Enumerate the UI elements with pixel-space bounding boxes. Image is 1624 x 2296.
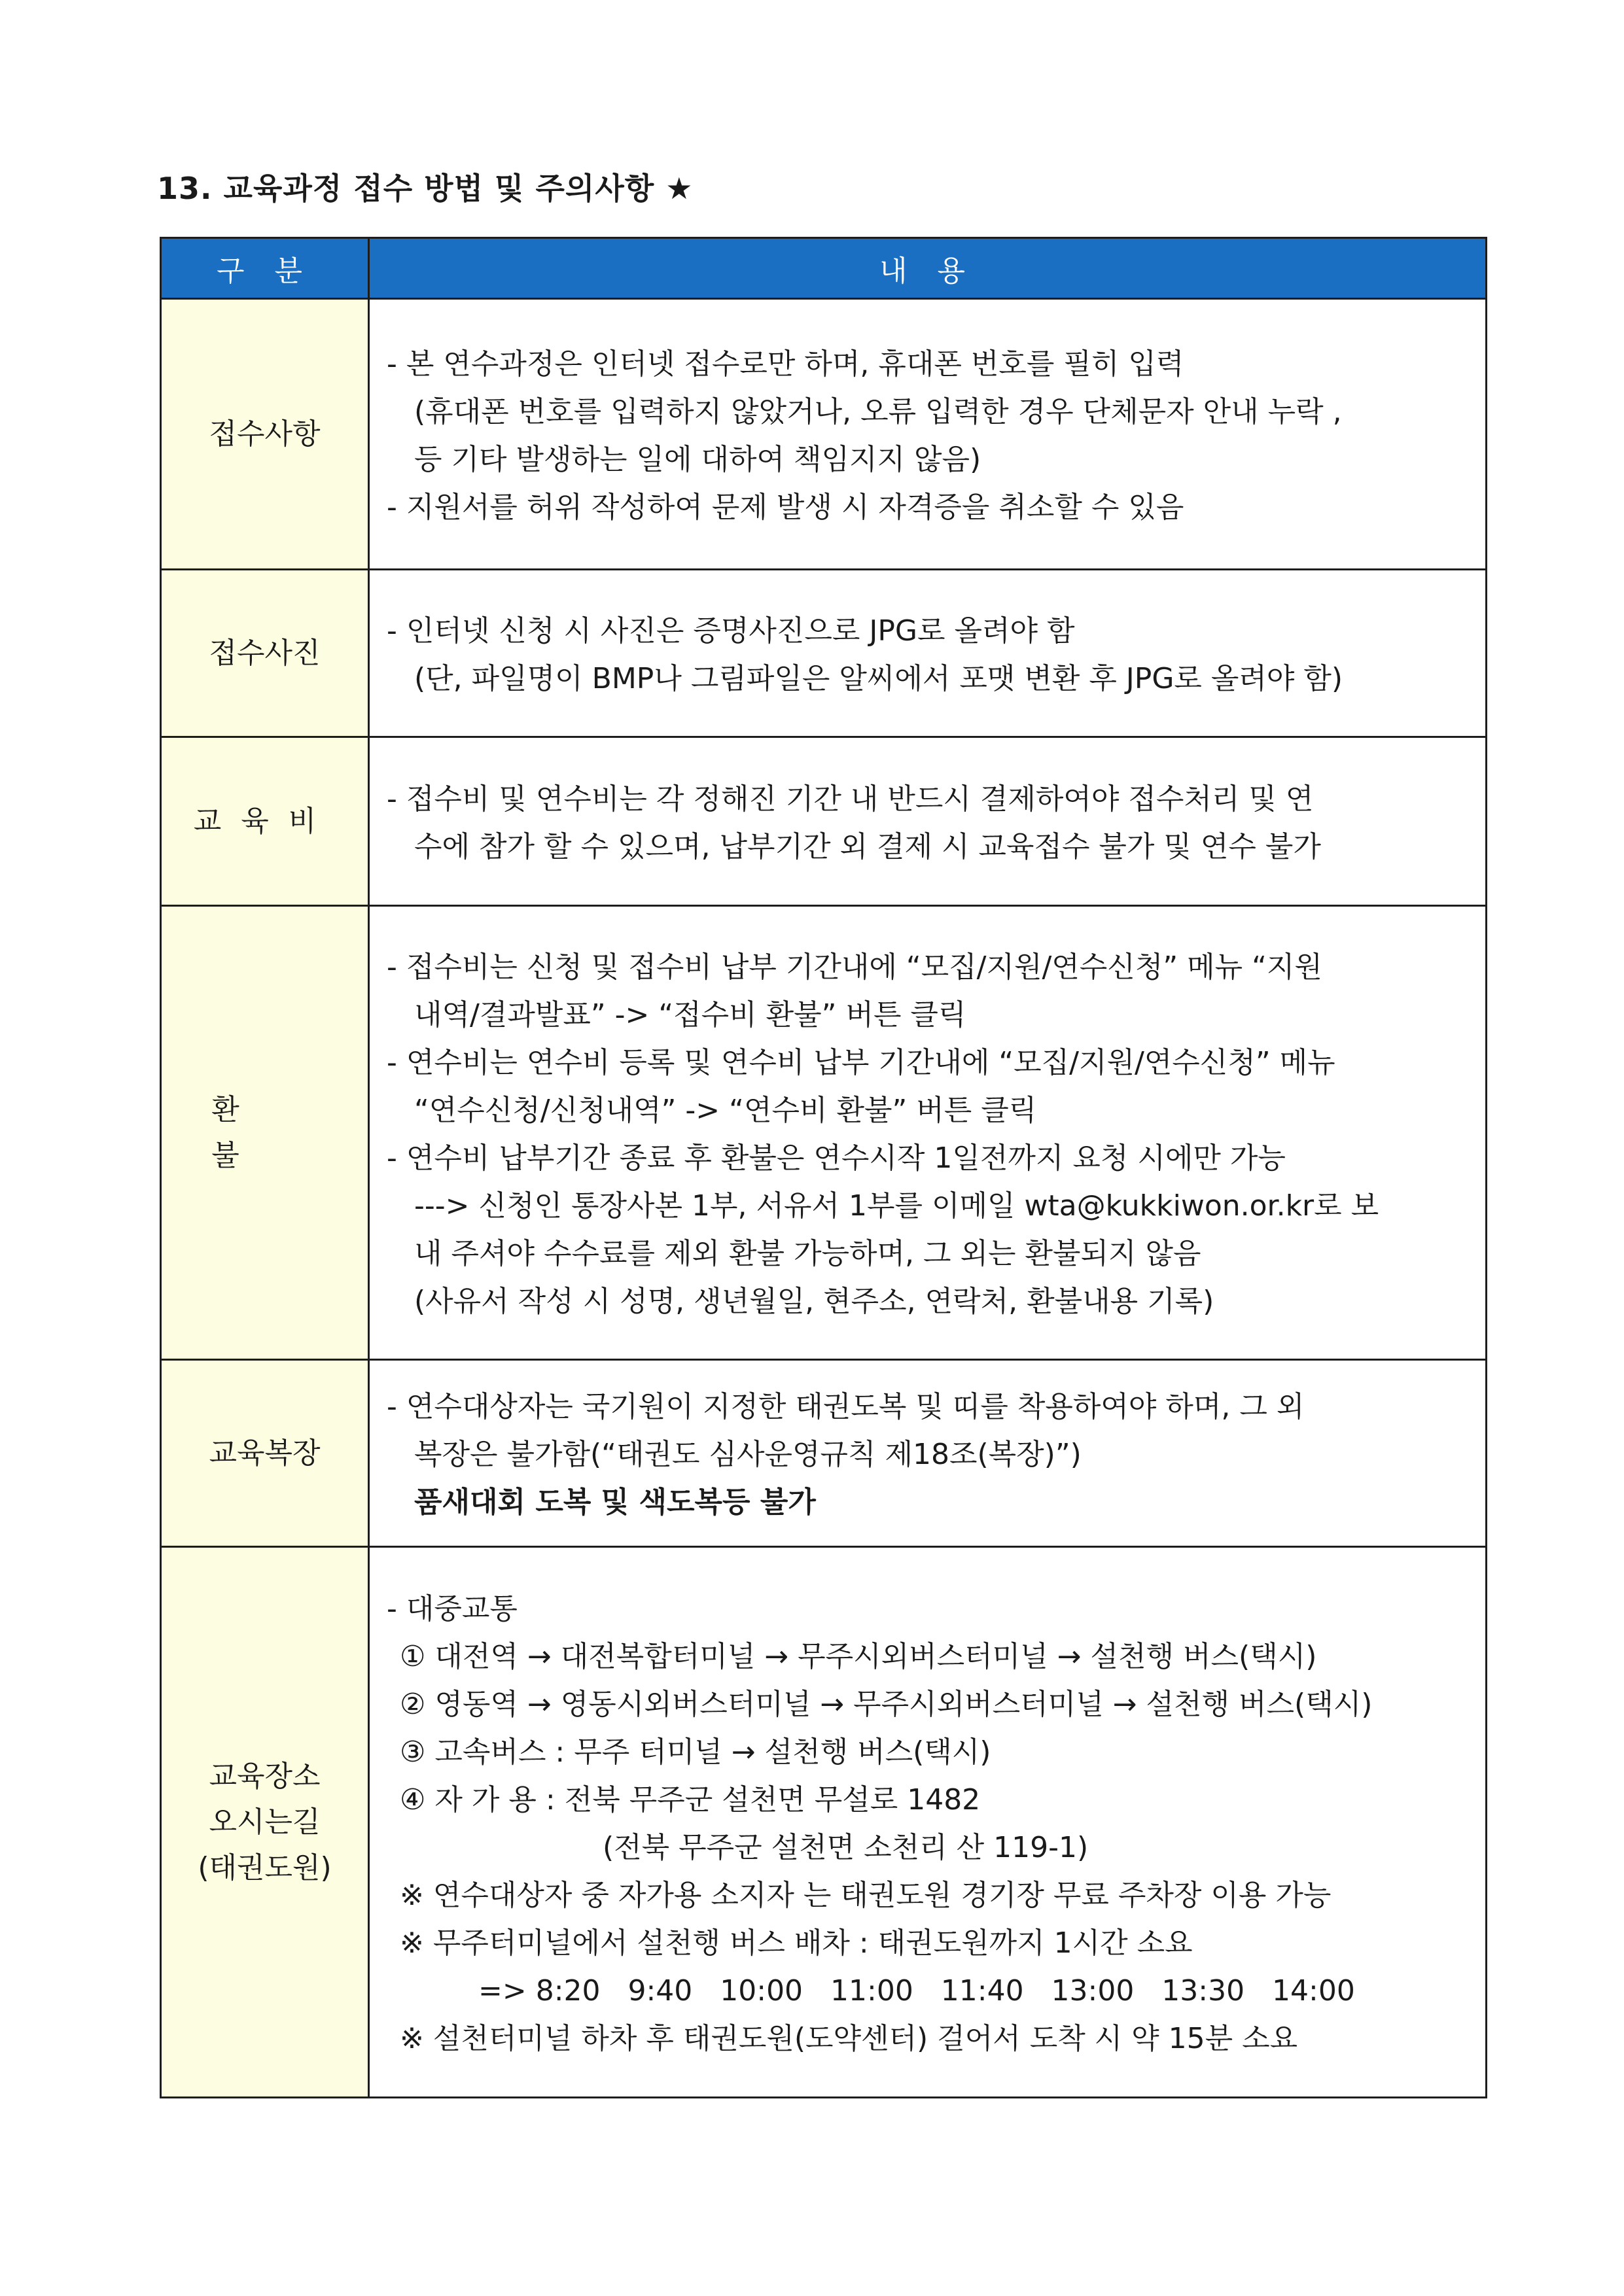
row-content-directions — [369, 1547, 1487, 2098]
table-row — [161, 1547, 1487, 2098]
content-line: ③ 고속버스 : 무주 터미널 → 설천행 버스(택시) — [400, 1735, 991, 1769]
table-header-row — [161, 238, 1487, 299]
content-line: (전북 무주군 설천면 소천리 산 119-1) — [603, 1830, 1089, 1864]
row-content-photo — [369, 570, 1487, 737]
content-line: 내역/결과발표” -> “접수비 환불” 버튼 클릭 — [414, 998, 966, 1032]
content-line: 복장은 불가함(“태권도 심사운영규칙 제18조(복장)”) — [414, 1438, 1082, 1471]
content-line: => 8:20 9:40 10:00 11:00 11:40 13:00 13:30 14:00 — [478, 1974, 1355, 2008]
content-line: - 대중교통 — [387, 1592, 518, 1626]
content-line: ① 대전역 → 대전복합터미널 → 무주시외버스터미널 → 설천행 버스(택시) — [400, 1639, 1317, 1673]
content-line: - 인터넷 신청 시 사진은 증명사진으로 JPG로 올려야 함 — [387, 614, 1075, 648]
row-label-fee: 교육비 — [161, 737, 369, 906]
content-line: ④ 자 가 용 : 전북 무주군 설천면 무설로 1482 — [400, 1783, 981, 1817]
row-content-registration — [369, 299, 1487, 570]
content-line: ---> 신청인 통장사본 1부, 서유서 1부를 이메일 wta@kukkiwon.or.kr로 보 — [414, 1189, 1379, 1223]
table-row — [161, 906, 1487, 1360]
content-line: (단, 파일명이 BMP나 그림파일은 알씨에서 포맷 변환 후 JPG로 올려야 함) — [414, 661, 1343, 695]
row-label-photo: 접수사진 — [161, 570, 369, 737]
content-line: ※ 무주터미널에서 설천행 버스 배차 : 태권도원까지 1시간 소요 — [400, 1926, 1193, 1960]
content-line: ② 영동역 → 영동시외버스터미널 → 무주시외버스터미널 → 설천행 버스(택시) — [400, 1687, 1373, 1721]
content-line: (사유서 작성 시 성명, 생년월일, 현주소, 연락처, 환불내용 기록) — [414, 1284, 1214, 1318]
content-line: ※ 설천터미널 하차 후 태권도원(도약센터) 걸어서 도착 시 약 15분 소요 — [400, 2021, 1298, 2055]
row-content-refund — [369, 906, 1487, 1360]
content-line: ※ 연수대상자 중 자가용 소지자 는 태권도원 경기장 무료 주차장 이용 가능 — [400, 1878, 1332, 1912]
header-category: 구 분 — [161, 238, 369, 299]
row-label-refund: 환불 — [161, 906, 369, 1360]
content-line: 등 기타 발생하는 일에 대하여 책임지지 않음) — [414, 442, 981, 476]
row-label-registration: 접수사항 — [161, 299, 369, 570]
row-content-fee — [369, 737, 1487, 906]
content-line: 품새대회 도복 및 색도복등 불가 — [414, 1486, 816, 1519]
content-line: (휴대폰 번호를 입력하지 않았거나, 오류 입력한 경우 단체문자 안내 누락 , — [414, 394, 1342, 428]
content-line: - 접수비는 신청 및 접수비 납부 기간내에 “모집/지원/연수신청” 메뉴 “지원 — [387, 950, 1322, 984]
content-line: - 본 연수과정은 인터넷 접수로만 하며, 휴대폰 번호를 필히 입력 — [387, 347, 1184, 381]
content-line: - 접수비 및 연수비는 각 정해진 기간 내 반드시 결제하여야 접수처리 및 연 — [387, 782, 1314, 816]
row-content-attire — [369, 1360, 1487, 1547]
content-line: - 연수대상자는 국기원이 지정한 태권도복 및 띠를 착용하여야 하며, 그 외 — [387, 1390, 1305, 1423]
content-line: 내 주셔야 수수료를 제외 환불 가능하며, 그 외는 환불되지 않음 — [414, 1236, 1201, 1270]
header-content: 내 용 — [369, 238, 1487, 299]
content-line: “연수신청/신청내역” -> “연수비 환불” 버튼 클릭 — [414, 1093, 1037, 1127]
table-row — [161, 570, 1487, 737]
content-line: 수에 참가 할 수 있으며, 납부기간 외 결제 시 교육접수 불가 및 연수 불가 — [414, 829, 1321, 863]
table-row — [161, 299, 1487, 570]
table-row — [161, 737, 1487, 906]
guidelines-table — [160, 237, 1487, 2098]
section-title: 13. 교육과정 접수 방법 및 주의사항 ★ — [157, 171, 694, 206]
row-label-attire: 교육복장 — [161, 1360, 369, 1547]
table-row — [161, 1360, 1487, 1547]
content-line: - 연수비는 연수비 등록 및 연수비 납부 기간내에 “모집/지원/연수신청” 메뉴 — [387, 1045, 1335, 1079]
content-line: - 연수비 납부기간 종료 후 환불은 연수시작 1일전까지 요청 시에만 가능 — [387, 1141, 1286, 1175]
row-label-directions: 교육장소 오시는길 (태권도원) — [161, 1547, 369, 2098]
content-line: - 지원서를 허위 작성하여 문제 발생 시 자격증을 취소할 수 있음 — [387, 490, 1184, 524]
